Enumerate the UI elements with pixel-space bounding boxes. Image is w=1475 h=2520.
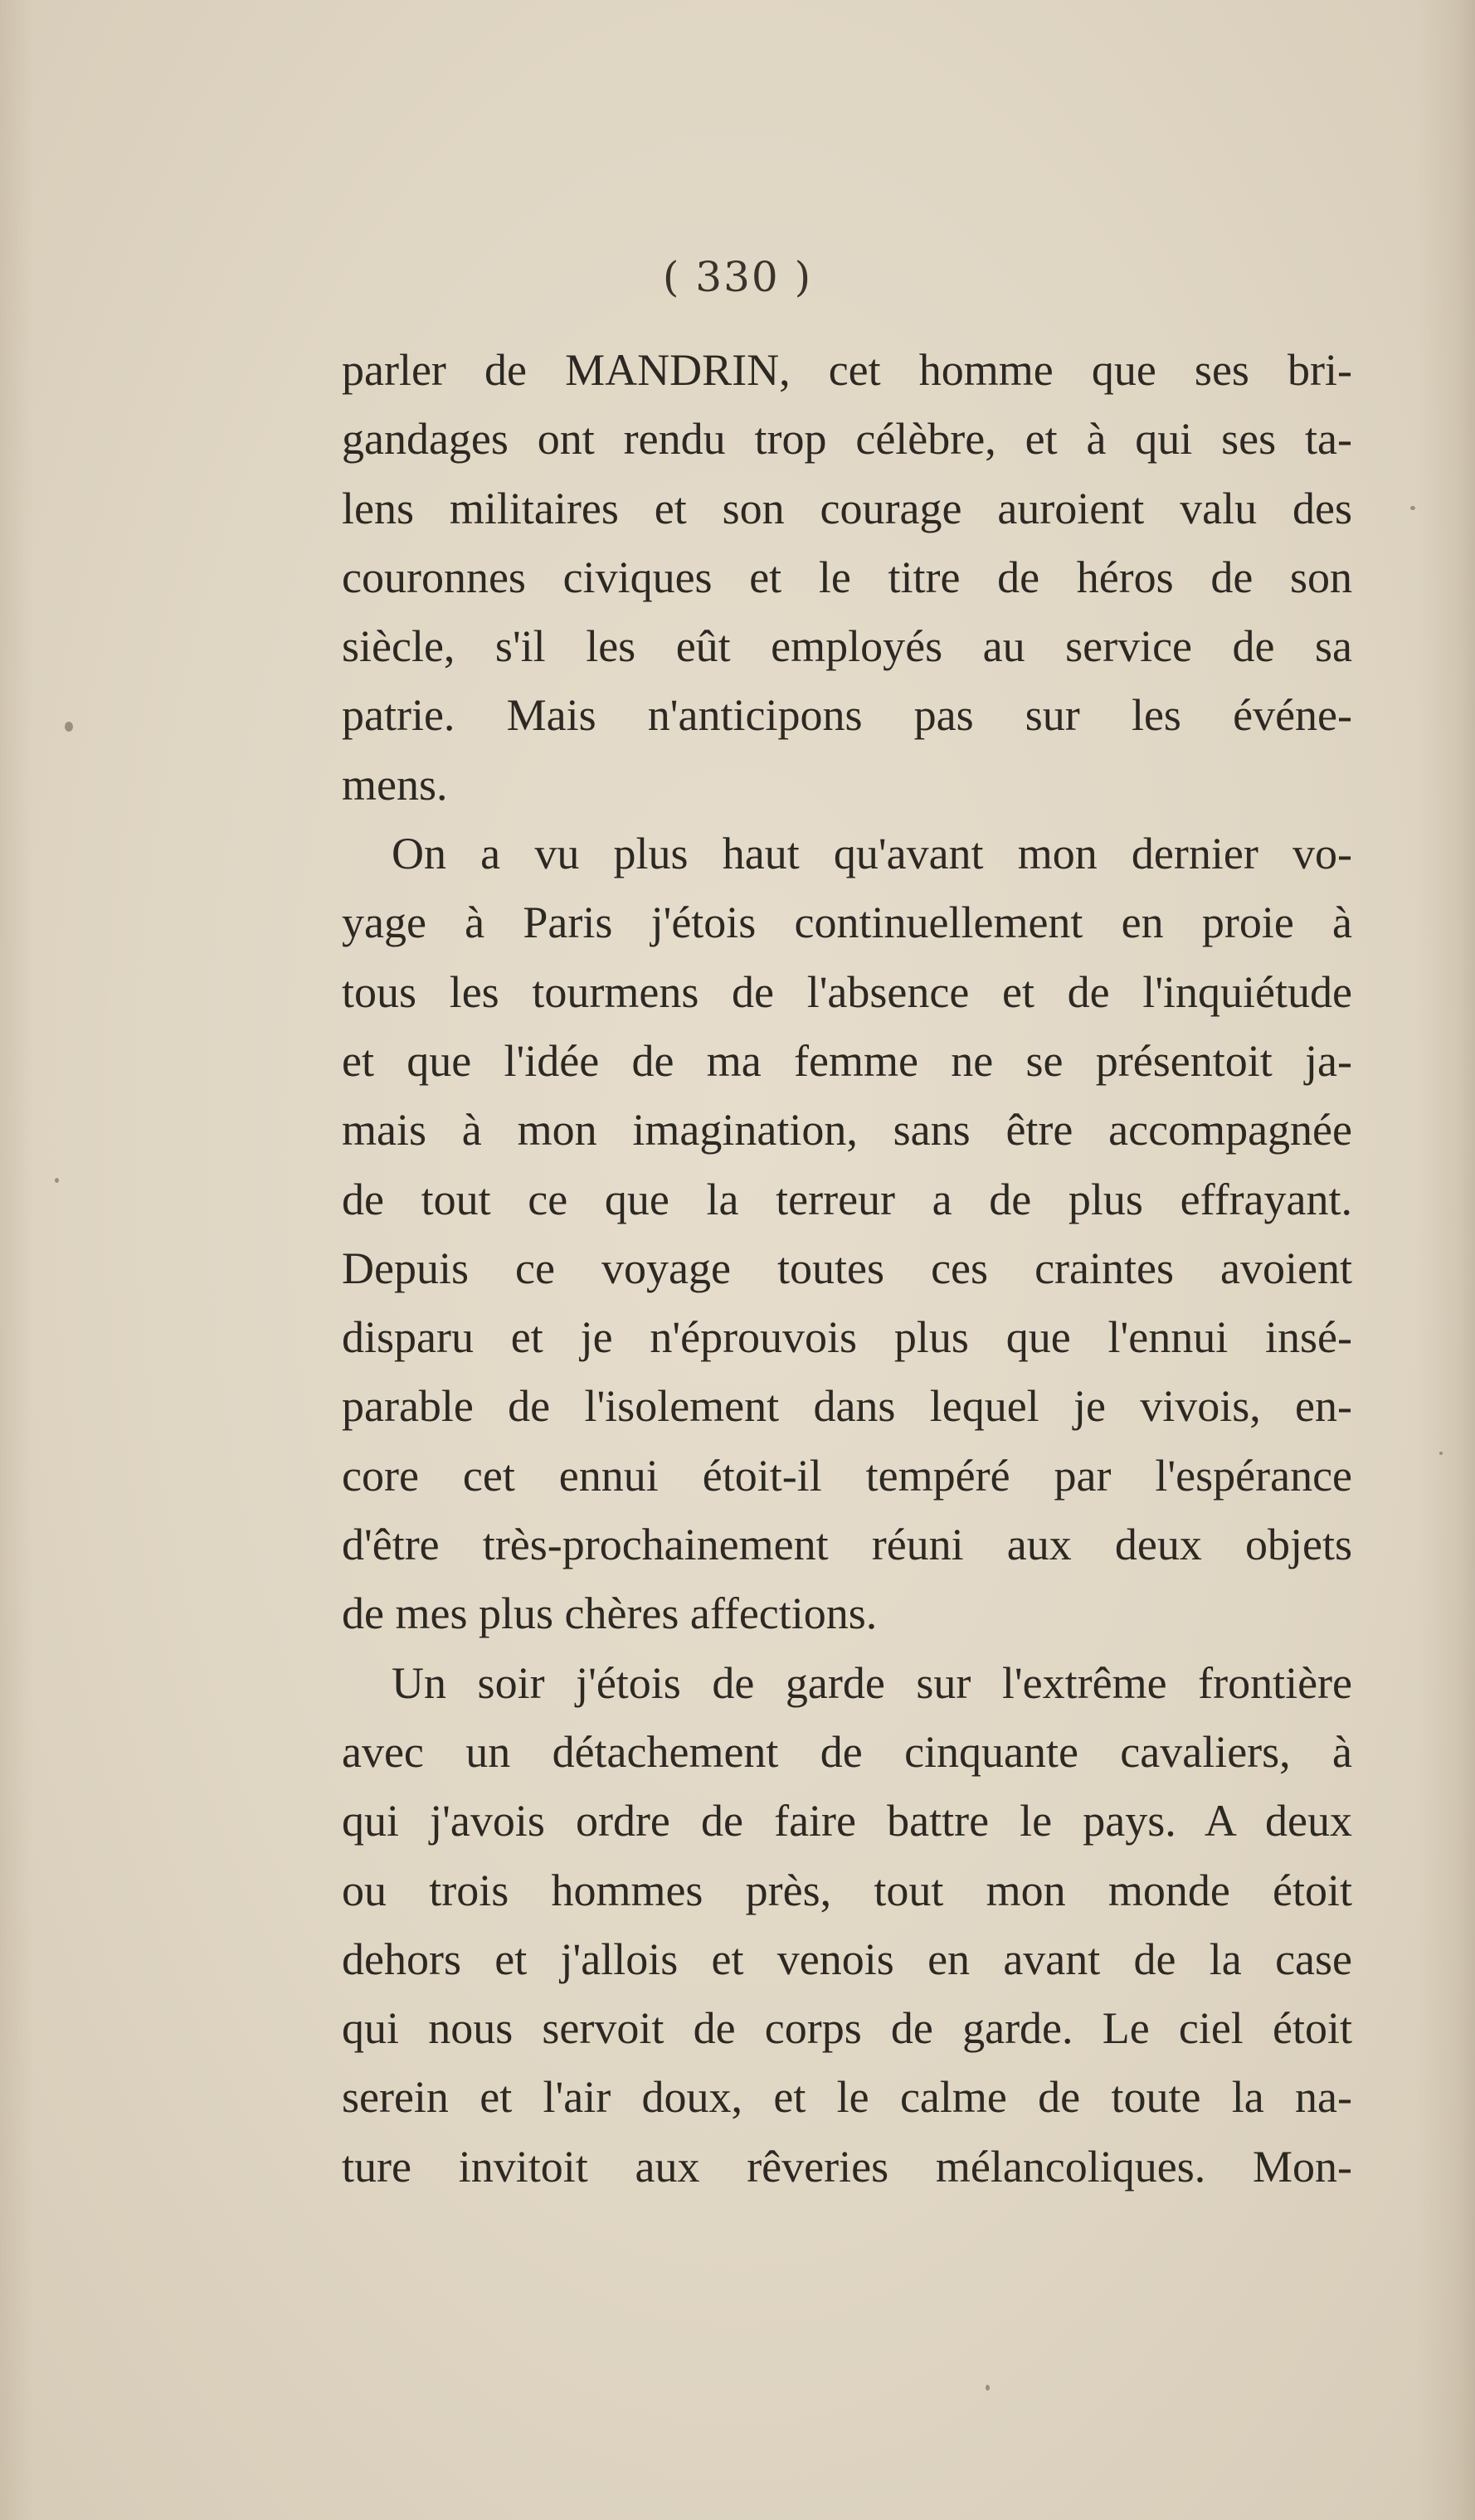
page-edge-shadow [1417, 0, 1475, 2520]
text-line: disparu et je n'éprouvois plus que l'ennui insé- [342, 1312, 1352, 1363]
text-line: dehors et j'allois et venois en avant de la case [342, 1934, 1352, 1984]
text-line: parable de l'isolement dans lequel je vivois, en- [342, 1381, 1352, 1432]
text-line: On a vu plus haut qu'avant mon dernier vo- [392, 829, 1352, 879]
text-line: d'être très-prochainement réuni aux deux objets [342, 1520, 1352, 1570]
text-line: couronnes civiques et le titre de héros de son [342, 552, 1352, 602]
text-line: lens militaires et son courage auroient valu des [342, 483, 1352, 533]
paper-speck [55, 1178, 59, 1183]
text-line: core cet ennui étoit-il tempéré par l'espérance [342, 1450, 1352, 1501]
text-line: Depuis ce voyage toutes ces craintes avoient [342, 1243, 1352, 1293]
text-line: gandages ont rendu trop célèbre, et à qui ses ta- [342, 414, 1352, 465]
text-line: siècle, s'il les eût employés au service de sa [342, 621, 1352, 672]
paper-speck [65, 722, 73, 732]
body-text [342, 336, 1352, 2201]
paragraph-1 [342, 336, 1352, 820]
text-line: ou trois hommes près, tout mon monde étoit [342, 1865, 1352, 1915]
text-line: parler de MANDRIN, cet homme que ses bri- [342, 345, 1352, 395]
text-line: serein et l'air doux, et le calme de toute la na- [342, 2072, 1352, 2123]
text-line: Un soir j'étois de garde sur l'extrême frontière [392, 1657, 1352, 1708]
paper-speck [1410, 506, 1415, 510]
text-line: qui nous servoit de corps de garde. Le ciel étoit [342, 2003, 1352, 2054]
text-line: et que l'idée de ma femme ne se présentoit ja- [342, 1035, 1352, 1086]
paragraph-3 [342, 1649, 1352, 2201]
text-line: yage à Paris j'étois continuellement en proie à [342, 898, 1352, 948]
text-line: ture invitoit aux rêveries mélancoliques. Mon- [342, 2141, 1352, 2192]
text-line: patrie. Mais n'anticipons pas sur les événe- [342, 690, 1352, 741]
paragraph-2 [342, 820, 1352, 1649]
paper-speck [1439, 1452, 1443, 1455]
text-line: avec un détachement de cinquante cavaliers, à [342, 1726, 1352, 1777]
page-number: ( 330 ) [662, 253, 813, 301]
text-line: tous les tourmens de l'absence et de l'inquiétude [342, 966, 1352, 1017]
text-line: mens. [342, 759, 448, 810]
text-line: de mes plus chères affections. [342, 1588, 878, 1639]
text-line: de tout ce que la terreur a de plus effrayant. [342, 1174, 1352, 1224]
page-gutter-shadow [0, 0, 33, 2520]
paper-speck [986, 2385, 990, 2391]
text-line: mais à mon imagination, sans être accompagnée [342, 1105, 1352, 1155]
text-line: qui j'avois ordre de faire battre le pays. A deux [342, 1796, 1352, 1846]
